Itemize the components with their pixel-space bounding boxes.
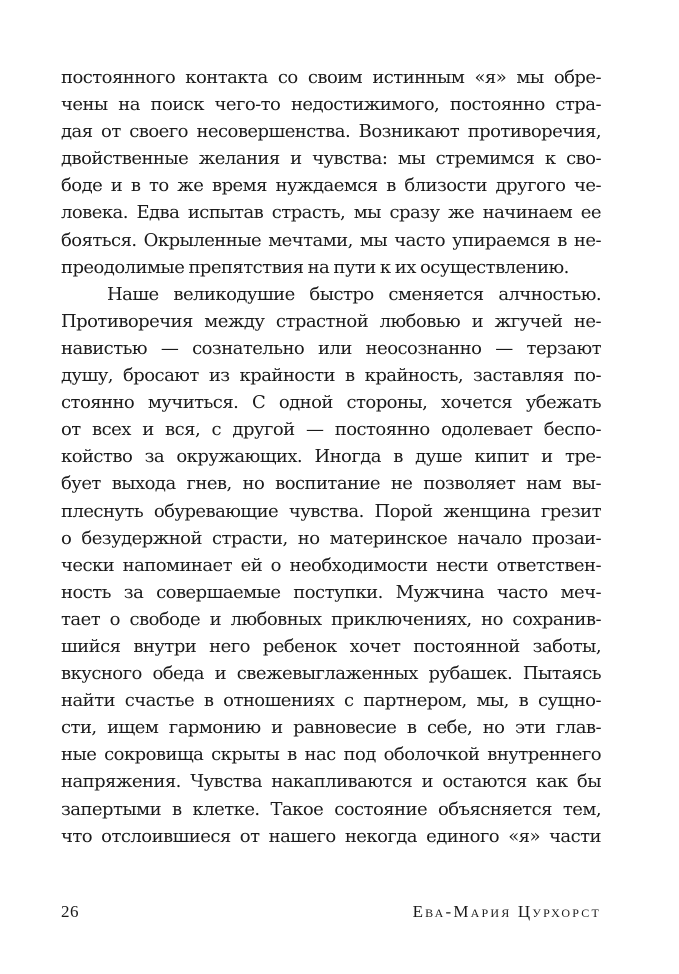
text-line: запертыми в клетке. Такое состояние объясняется тем,	[61, 798, 601, 820]
text-line: найти счастье в отношениях с партнером, мы, в сущно-	[61, 690, 601, 712]
text-line: бояться. Окрыленные мечтами, мы часто упираемся в не-	[61, 229, 601, 251]
running-head-author: Ева-Мария Цурхорст	[412, 902, 601, 921]
text-line: стоянно мучиться. С одной стороны, хочется убежать	[61, 392, 601, 414]
page-number: 26	[61, 902, 79, 921]
paragraph-first-line: Наше великодушие быстро сменяется алчностью.	[107, 283, 601, 305]
text-line: чески напоминает ей о необходимости нести ответствен-	[61, 554, 601, 576]
text-line: от всех и вся, с другой — постоянно одолевает беспо-	[61, 419, 601, 441]
text-line: навистью — сознательно или неосознанно — терзают	[61, 337, 601, 359]
text-line: о безудержной страсти, но материнское начало прозаи-	[61, 527, 601, 549]
body-text	[61, 64, 601, 850]
text-line: двойственные желания и чувства: мы стремимся к сво-	[61, 148, 601, 170]
text-line: боде и в то же время нуждаемся в близости другого че-	[61, 175, 601, 197]
text-line: ловека. Едва испытав страсть, мы сразу же начинаем ее	[61, 202, 601, 224]
text-line: ность за совершаемые поступки. Мужчина часто меч-	[61, 581, 601, 603]
text-line: тает о свободе и любовных приключениях, но сохранив-	[61, 608, 601, 630]
text-line: дая от своего несовершенства. Возникают противоречия,	[61, 121, 601, 143]
text-line: душу, бросают из крайности в крайность, заставляя по-	[61, 365, 601, 387]
text-line: Противоречия между страстной любовью и жгучей не-	[61, 310, 601, 332]
text-line: ные сокровища скрыты в нас под оболочкой внутреннего	[61, 744, 601, 766]
page-footer	[61, 902, 601, 926]
text-line: постоянного контакта со своим истинным «я» мы обре-	[61, 67, 601, 88]
text-line: чены на поиск чего-то недостижимого, постоянно стра-	[61, 94, 601, 116]
text-line: бует выхода гнев, но воспитание не позволяет нам вы-	[61, 473, 601, 495]
text-line: шийся внутри него ребенок хочет постоянной заботы,	[61, 635, 601, 657]
text-line: напряжения. Чувства накапливаются и остаются как бы	[61, 771, 601, 793]
text-line: койство за окружающих. Иногда в душе кипит и тре-	[61, 446, 601, 468]
text-line: сти, ищем гармонию и равновесие в себе, но эти глав-	[61, 717, 601, 739]
text-line: плеснуть обуревающие чувства. Порой женщина грезит	[61, 500, 601, 522]
text-line: преодолимые препятствия на пути к их осуществлению.	[61, 256, 569, 278]
text-line: вкусного обеда и свежевыглаженных рубашек. Пытаясь	[61, 663, 601, 685]
text-line: что отслоившиеся от нашего некогда единого «я» части	[61, 825, 601, 847]
